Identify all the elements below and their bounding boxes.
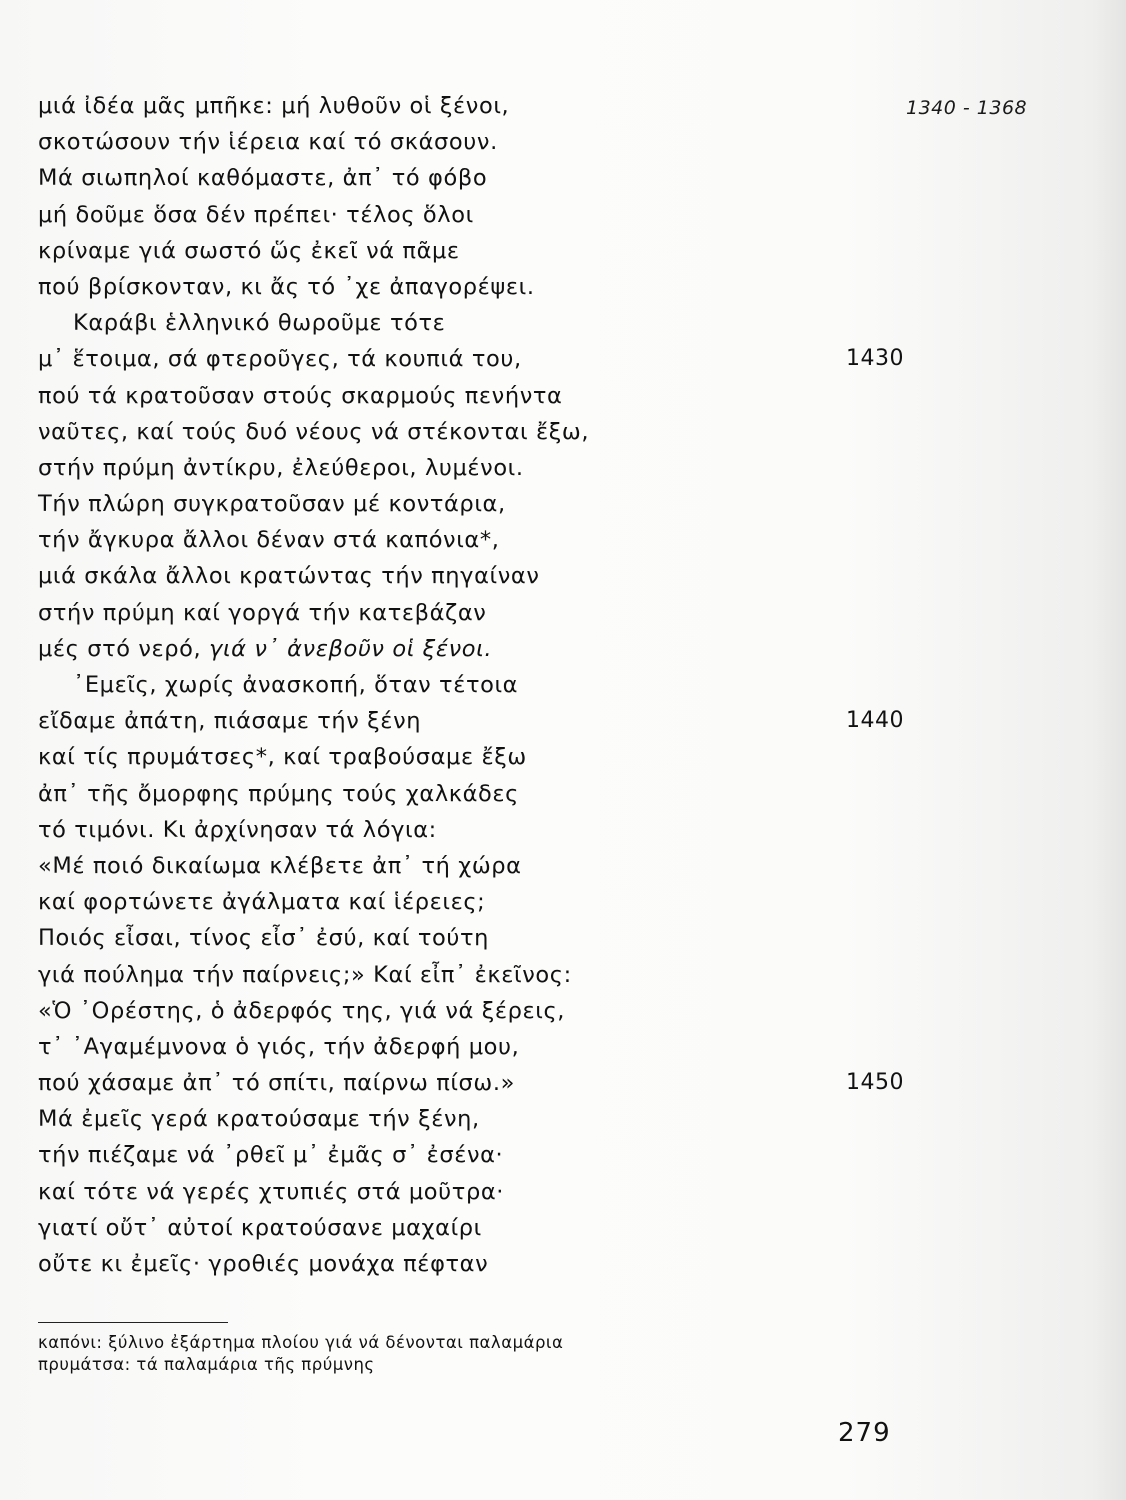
verse-line: [38, 848, 908, 884]
verse-text: [38, 998, 565, 1024]
verse-text: [38, 491, 506, 517]
verse-line: [38, 1065, 908, 1101]
verse-line: [38, 197, 908, 233]
verse-text: [38, 527, 499, 553]
verse-text-plain: καί τότε νά γερές χτυπιές στά μοῦτρα·: [38, 1178, 505, 1205]
verse-text-plain: τήν ἄγκυρα ἄλλοι δέναν στά καπόνια*,: [38, 527, 500, 554]
verse-line: [38, 1174, 908, 1210]
verse-text-plain: ναῦτες, καί τούς δυό νέους νά στέκονται ἔξω,: [38, 418, 590, 445]
footnote-separator: [38, 1322, 228, 1323]
verse-text: [38, 383, 562, 409]
verse-line: [38, 739, 908, 775]
verse-text: [38, 455, 524, 481]
verse-text-plain: μιά ἰδέα μᾶς μπῆκε: μή λυθοῦν οἱ ξένοι,: [38, 93, 510, 119]
verse-text-plain: στήν πρύμη καί γοργά τήν κατεβάζαν: [38, 599, 487, 626]
verse-text-plain: πού τά κρατοῦσαν στούς σκαρμούς πενήντα: [38, 382, 563, 409]
verse-text: [38, 853, 522, 879]
verse-text-plain: καί φορτώνετε ἀγάλματα καί ἱέρειες;: [38, 889, 486, 916]
verse-line: [38, 414, 908, 450]
verse-text: [38, 1034, 519, 1060]
verse-line: [38, 305, 908, 341]
verse-text: [38, 1179, 504, 1205]
verse-text-plain: ἀπ᾽ τῆς ὄμορφης πρύμης τούς χαλκάδες: [38, 780, 519, 807]
verse-text: [38, 419, 589, 445]
verse-text: [38, 636, 492, 662]
verse-range-header: 1340 - 1368: [906, 97, 1028, 119]
verse-text-plain: γιατί οὔτ᾽ αὐτοί κρατούσανε μαχαίρι: [38, 1214, 482, 1241]
verse-text-plain: Τήν πλώρη συγκρατοῦσαν μέ κοντάρια,: [38, 491, 506, 518]
verse-line: [38, 1210, 908, 1246]
verse-text-plain: Μά ἐμεῖς γερά κρατούσαμε τήν ξένη,: [38, 1106, 480, 1133]
verse-line: [38, 667, 908, 703]
verse-text: [38, 781, 519, 807]
verse-text-plain: Μά σιωπηλοί καθόμαστε, ἀπ᾽ τό φόβο: [38, 165, 488, 192]
footnote: πρυμάτσα: τά παλαμάρια τῆς πρύμνης: [38, 1355, 375, 1374]
verse-text-plain: μ᾽ ἕτοιμα, σά φτεροῦγες, τά κουπιά του,: [38, 346, 522, 373]
verse-line: [38, 957, 908, 993]
verse-text-italic: γιά ν᾽ ἀνεβοῦν οἱ ξένοι.: [209, 635, 493, 662]
verse-text: [38, 93, 509, 119]
verse-text: [38, 165, 487, 191]
verse-line: [38, 269, 908, 305]
verse-text: [38, 708, 421, 734]
verse-text: [38, 563, 540, 589]
verse-text-plain: Ποιός εἶσαι, τίνος εἶσ᾽ ἐσύ, καί τούτη: [38, 925, 490, 952]
verse-line: [38, 160, 908, 196]
verse-text: [38, 1142, 503, 1168]
verse-text-plain: μές στό νερό,: [38, 635, 210, 662]
verse-text-plain: καί τίς πρυμάτσες*, καί τραβούσαμε ἔξω: [38, 744, 527, 771]
verse-text: [38, 129, 498, 155]
verse-line: [38, 884, 908, 920]
verse-text: [38, 1251, 488, 1277]
verse-line: [38, 233, 908, 269]
verse-text: [38, 310, 445, 336]
poem-text: [38, 88, 908, 1282]
verse-text: [38, 274, 535, 300]
line-number: 1440: [846, 708, 904, 734]
verse-line: [38, 341, 908, 377]
verse-text-plain: «Μέ ποιό δικαίωμα κλέβετε ἀπ᾽ τή χώρα: [38, 852, 522, 879]
verse-text: [38, 1070, 515, 1096]
verse-text-plain: μιά σκάλα ἄλλοι κρατώντας τήν πηγαίναν: [38, 563, 540, 590]
verse-line: [38, 450, 908, 486]
verse-line: [38, 88, 908, 124]
verse-text: [38, 962, 572, 988]
verse-line: [38, 486, 908, 522]
verse-text-plain: γιά πούλημα τήν παίρνεις;» Καί εἶπ᾽ ἐκεῖνος:: [38, 961, 572, 988]
verse-text: [38, 202, 474, 228]
page-number: 279: [838, 1418, 891, 1448]
verse-text-plain: μή δοῦμε ὅσα δέν πρέπει· τέλος ὅλοι: [38, 201, 474, 228]
verse-text: [38, 1106, 480, 1132]
verse-text-plain: ᾽Εμεῖς, χωρίς ἀνασκοπή, ὅταν τέτοια: [73, 672, 519, 698]
verse-text: [38, 672, 518, 698]
verse-line: [38, 1137, 908, 1173]
verse-line: [38, 124, 908, 160]
verse-text-plain: εἴδαμε ἀπάτη, πιάσαμε τήν ξένη: [38, 708, 422, 735]
verse-text-plain: τό τιμόνι. Κι ἀρχίνησαν τά λόγια:: [38, 816, 437, 843]
verse-line: [38, 595, 908, 631]
verse-text-plain: πού χάσαμε ἀπ᾽ τό σπίτι, παίρνω πίσω.»: [38, 1070, 515, 1097]
line-number: 1430: [846, 346, 904, 372]
verse-line: [38, 522, 908, 558]
verse-line: [38, 1246, 908, 1282]
line-number: 1450: [846, 1070, 904, 1096]
verse-line: [38, 776, 908, 812]
verse-text: [38, 1215, 482, 1241]
verse-line: [38, 378, 908, 414]
verse-line: [38, 1101, 908, 1137]
verse-line: [38, 993, 908, 1029]
verse-text-plain: σκοτώσουν τήν ἱέρεια καί τό σκάσουν.: [38, 129, 498, 156]
verse-text: [38, 744, 527, 770]
footnote: καπόνι: ξύλινο ἐξάρτημα πλοίου γιά νά δένονται παλαμάρια: [38, 1333, 564, 1352]
verse-line: [38, 812, 908, 848]
verse-text: [38, 346, 522, 372]
verse-text: [38, 925, 489, 951]
verse-text-plain: πού βρίσκονταν, κι ἄς τό ᾽χε ἀπαγορέψει.: [38, 273, 535, 300]
verse-text-plain: κρίναμε γιά σωστό ὥς ἐκεῖ νά πᾶμε: [38, 237, 460, 264]
verse-line: [38, 558, 908, 594]
verse-text-plain: οὔτε κι ἐμεῖς· γροθιές μονάχα πέφταν: [38, 1251, 489, 1277]
verse-text-plain: στήν πρύμη ἀντίκρυ, ἐλεύθεροι, λυμένοι.: [38, 454, 524, 481]
verse-text-plain: «Ὁ ᾽Ορέστης, ὁ ἀδερφός της, γιά νά ξέρεις,: [38, 997, 566, 1024]
verse-line: [38, 703, 908, 739]
footnotes: [38, 1332, 898, 1376]
verse-text: [38, 238, 460, 264]
verse-line: [38, 631, 908, 667]
verse-text-plain: τήν πιέζαμε νά ᾽ρθεῖ μ᾽ ἐμᾶς σ᾽ ἐσένα·: [38, 1142, 504, 1169]
verse-text: [38, 600, 486, 626]
verse-line: [38, 1029, 908, 1065]
verse-text: [38, 889, 485, 915]
verse-text-plain: τ᾽ ᾽Αγαμέμνονα ὁ γιός, τήν ἀδερφή μου,: [38, 1033, 520, 1060]
verse-text: [38, 817, 437, 843]
verse-text-plain: Καράβι ἑλληνικό θωροῦμε τότε: [73, 310, 446, 337]
verse-line: [38, 920, 908, 956]
